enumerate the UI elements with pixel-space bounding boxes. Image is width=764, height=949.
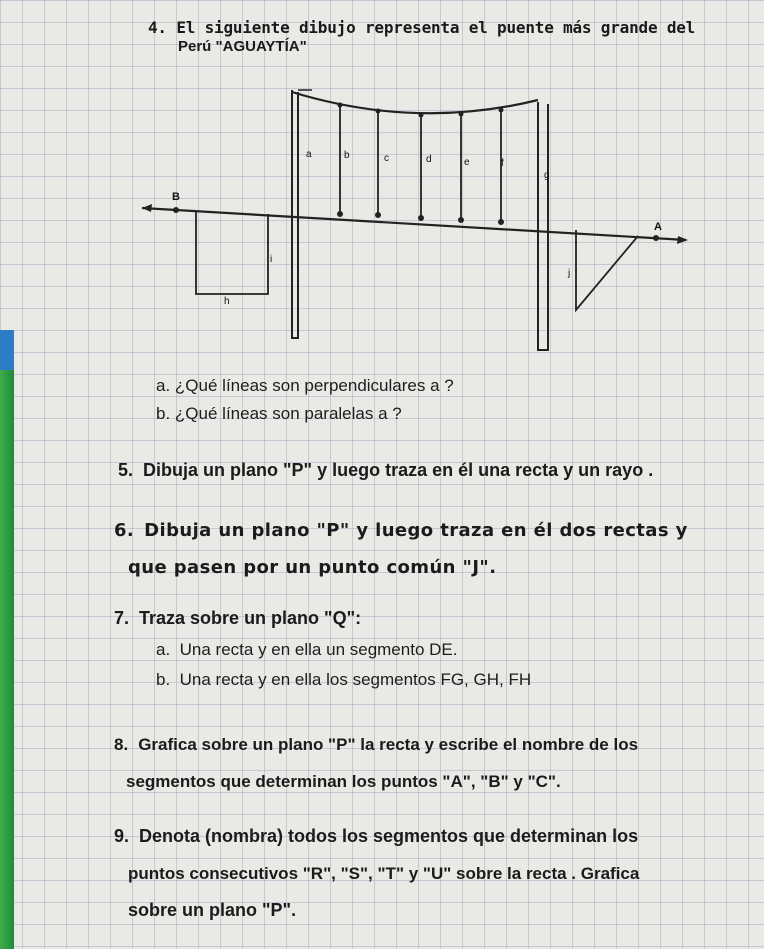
q4-item-a-text: ¿Qué líneas son perpendiculares a ? xyxy=(174,376,454,395)
cable-point xyxy=(376,109,381,114)
label-i: i xyxy=(270,254,273,265)
q9 xyxy=(114,818,639,929)
q4-number: 4. xyxy=(148,18,167,37)
q4-item-b-letter: b. xyxy=(156,404,171,423)
deck-line xyxy=(142,208,686,240)
q6-line1: Dibuja un plano "P" y luego traza en él dos rectas y xyxy=(144,520,688,541)
q9-number: 9. xyxy=(114,826,130,846)
label-d: d xyxy=(426,154,432,165)
q4-item-b xyxy=(156,404,402,424)
left-tower xyxy=(292,90,298,338)
q4-title xyxy=(148,18,695,37)
q7-number: 7. xyxy=(114,608,130,628)
arrow-left-icon xyxy=(142,204,152,212)
label-B: B xyxy=(172,191,180,203)
q4-item-a-letter: a. xyxy=(156,376,171,395)
cable-point xyxy=(419,113,424,118)
q8 xyxy=(114,726,638,800)
point-B xyxy=(173,207,179,213)
q5-text: Dibuja un plano "P" y luego traza en él una recta y un rayo . xyxy=(143,460,654,480)
deck-point xyxy=(458,217,464,223)
label-c: c xyxy=(384,153,389,164)
q5 xyxy=(118,452,653,489)
q4-item-a xyxy=(156,376,454,396)
q5-number: 5. xyxy=(118,460,134,480)
label-j: j xyxy=(568,268,571,279)
label-g: g xyxy=(544,170,550,181)
q7 xyxy=(114,600,361,637)
point-A xyxy=(653,235,659,241)
label-b: b xyxy=(344,150,350,161)
green-folder-edge xyxy=(0,330,14,949)
q8-number: 8. xyxy=(114,735,129,754)
q7-item-a xyxy=(156,640,457,660)
deck-point xyxy=(337,211,343,217)
q7-item-a-letter: a. xyxy=(156,640,171,659)
cable-point xyxy=(499,108,504,113)
deck-point xyxy=(418,215,424,221)
bridge-diagram xyxy=(120,80,720,360)
q4-item-b-text: ¿Qué líneas son paralelas a ? xyxy=(174,404,402,423)
cable-point xyxy=(338,103,343,108)
q8-line2: segmentos que determinan los puntos "A", "B" y "C". xyxy=(126,772,561,791)
q6-number: 6. xyxy=(114,520,135,541)
cable-point xyxy=(459,112,464,117)
q9-line2: puntos consecutivos "R", "S", "T" y "U" sobre la recta . Grafica xyxy=(128,864,640,883)
deck-point xyxy=(375,212,381,218)
blue-folder-tab xyxy=(0,330,14,370)
left-box xyxy=(196,212,268,294)
right-triangle xyxy=(576,230,638,310)
q7-item-b-letter: b. xyxy=(156,670,171,689)
q7-text: Traza sobre un plano "Q": xyxy=(139,608,362,628)
q9-line1: Denota (nombra) todos los segmentos que determinan los xyxy=(139,826,639,846)
q6-line2: que pasen por un punto común "J". xyxy=(128,557,497,578)
q9-line3: sobre un plano "P". xyxy=(128,900,297,920)
q8-line1: Grafica sobre un plano "P" la recta y escribe el nombre de los xyxy=(138,735,639,754)
right-tower xyxy=(538,102,548,350)
q7-item-b-text: Una recta y en ella los segmentos FG, GH, FH xyxy=(179,670,532,689)
q6 xyxy=(114,512,688,586)
label-h: h xyxy=(224,296,230,307)
q7-item-a-text: Una recta y en ella un segmento DE. xyxy=(179,640,458,659)
q4-text: El siguiente dibujo representa el puente más grande del xyxy=(176,18,696,37)
label-a: a xyxy=(306,149,312,160)
label-f: f xyxy=(501,158,504,169)
q7-item-b xyxy=(156,670,531,690)
q4-subtitle: Perú "AGUAYTÍA" xyxy=(178,38,307,55)
label-A: A xyxy=(654,221,662,233)
label-e: e xyxy=(464,157,470,168)
deck-point xyxy=(498,219,504,225)
arrow-right-icon xyxy=(677,236,688,244)
